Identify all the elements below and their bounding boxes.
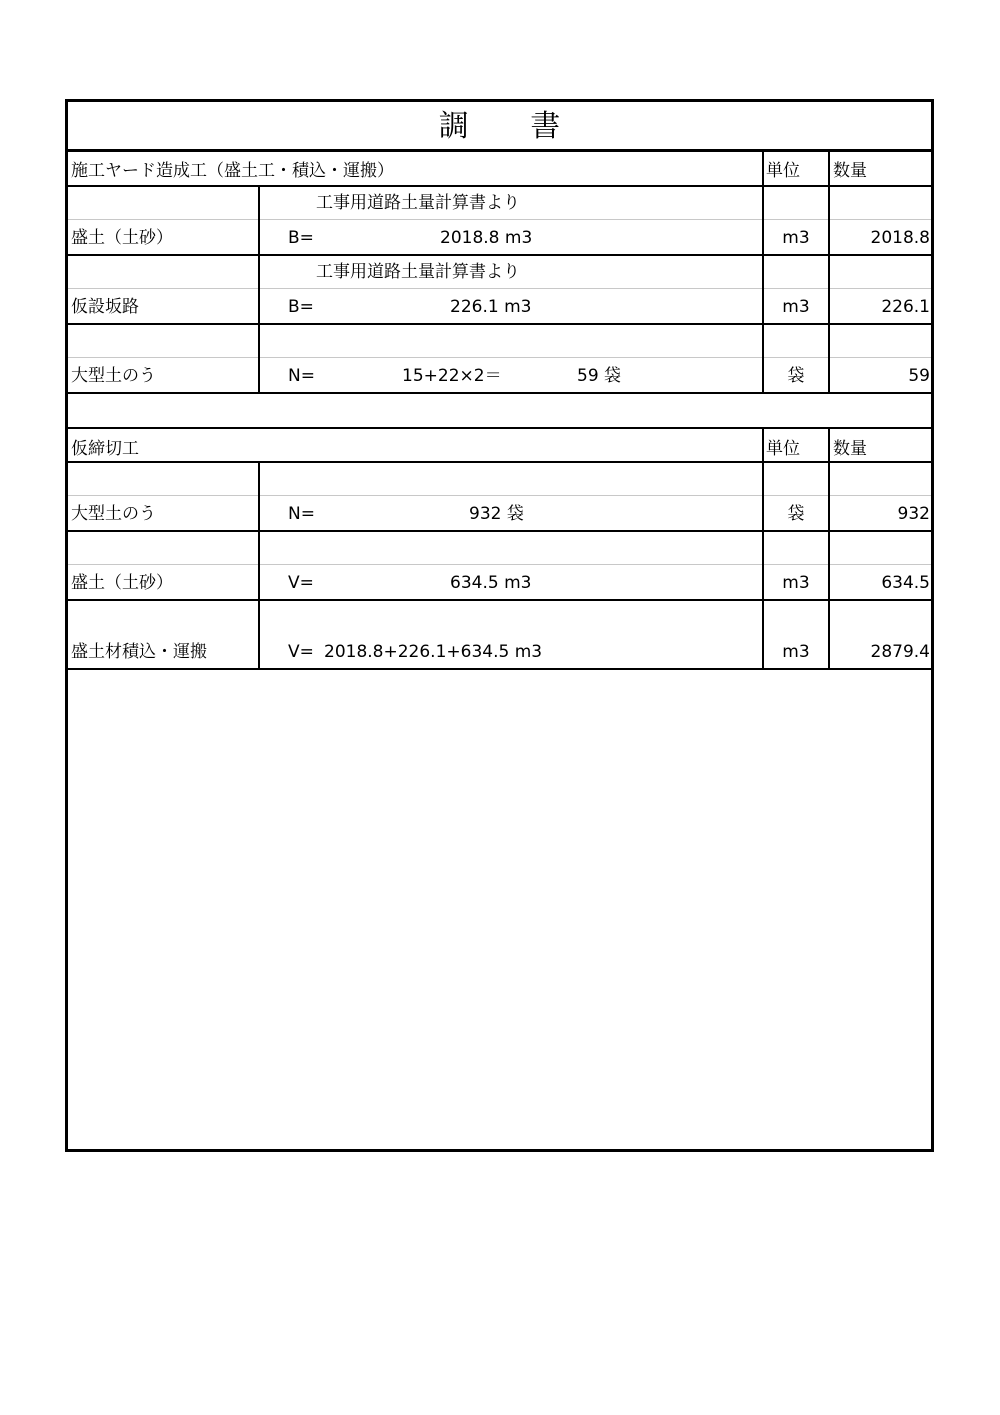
row-subdivider bbox=[68, 495, 931, 496]
column-divider bbox=[258, 186, 260, 392]
item-name: 大型土のう bbox=[71, 504, 156, 524]
item-name: 盛土（土砂） bbox=[71, 228, 173, 248]
row-subdivider bbox=[68, 288, 931, 289]
item-formula: 932 袋 bbox=[469, 504, 524, 524]
calculation-sheet bbox=[65, 99, 934, 1152]
item-unit: m3 bbox=[782, 228, 810, 248]
row-divider bbox=[68, 323, 931, 325]
item-symbol: B= bbox=[288, 228, 314, 248]
item-name: 盛土（土砂） bbox=[71, 573, 173, 593]
item-formula: 2018.8+226.1+634.5 m3 bbox=[324, 642, 543, 662]
item-symbol: V= bbox=[288, 573, 314, 593]
item-qty: 2018.8 bbox=[870, 228, 930, 248]
item-unit: 袋 bbox=[787, 366, 805, 386]
item-name: 大型土のう bbox=[71, 366, 156, 386]
section1-heading: 施工ヤード造成工（盛土工・積込・運搬） bbox=[71, 161, 394, 181]
row-divider bbox=[68, 530, 931, 532]
column-divider bbox=[828, 428, 830, 668]
row-note: 工事用道路土量計算書より bbox=[316, 193, 520, 213]
column-divider bbox=[762, 428, 764, 668]
document-title: 調 書 bbox=[68, 102, 931, 152]
item-qty: 226.1 bbox=[881, 297, 930, 317]
row-divider bbox=[68, 668, 931, 670]
row-divider bbox=[68, 254, 931, 256]
row-divider bbox=[68, 392, 931, 394]
item-unit: m3 bbox=[782, 297, 810, 317]
row-divider bbox=[68, 185, 931, 187]
item-qty: 932 bbox=[897, 504, 930, 524]
row-note: 工事用道路土量計算書より bbox=[316, 262, 520, 282]
row-subdivider bbox=[68, 564, 931, 565]
row-subdivider bbox=[68, 219, 931, 220]
item-qty: 634.5 bbox=[881, 573, 930, 593]
column-divider bbox=[762, 152, 764, 392]
item-formula: 226.1 m3 bbox=[450, 297, 532, 317]
row-divider bbox=[68, 599, 931, 601]
item-formula: 15+22×2＝ bbox=[402, 366, 502, 386]
row-divider bbox=[68, 461, 931, 463]
item-name: 盛土材積込・運搬 bbox=[71, 642, 207, 662]
row-divider bbox=[68, 427, 931, 429]
item-unit: m3 bbox=[782, 642, 810, 662]
column-divider bbox=[258, 462, 260, 668]
item-qty: 59 bbox=[908, 366, 930, 386]
column-divider bbox=[828, 152, 830, 392]
item-symbol: N= bbox=[288, 366, 315, 386]
item-result: 59 袋 bbox=[577, 366, 622, 386]
item-symbol: V= bbox=[288, 642, 314, 662]
item-formula: 634.5 m3 bbox=[450, 573, 532, 593]
item-name: 仮設坂路 bbox=[71, 297, 139, 317]
row-subdivider bbox=[68, 357, 931, 358]
item-symbol: N= bbox=[288, 504, 315, 524]
item-symbol: B= bbox=[288, 297, 314, 317]
item-qty: 2879.4 bbox=[870, 642, 930, 662]
section2-qty-header: 数量 bbox=[833, 439, 867, 459]
item-unit: m3 bbox=[782, 573, 810, 593]
section2-heading: 仮締切工 bbox=[71, 439, 139, 459]
item-unit: 袋 bbox=[787, 504, 805, 524]
item-formula: 2018.8 m3 bbox=[440, 228, 533, 248]
section2-unit-header: 単位 bbox=[766, 439, 800, 459]
section1-qty-header: 数量 bbox=[833, 161, 867, 181]
section1-unit-header: 単位 bbox=[766, 161, 800, 181]
